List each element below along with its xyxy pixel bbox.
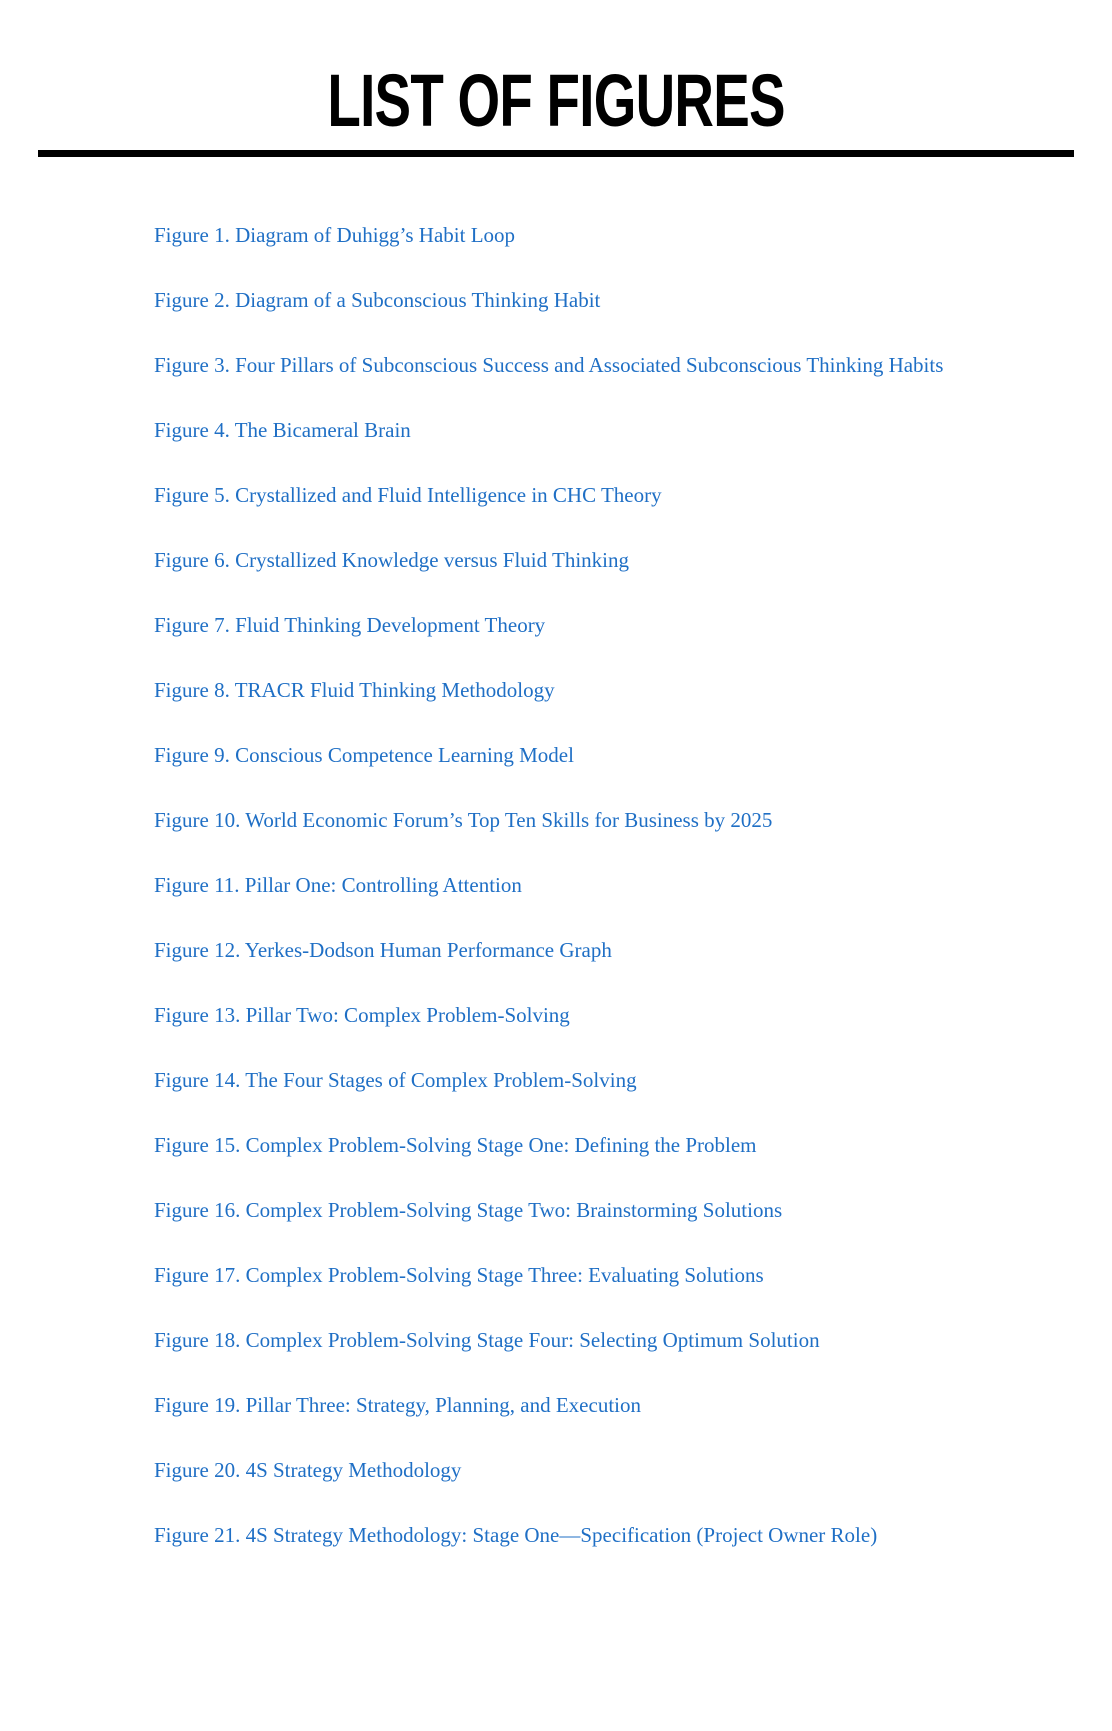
title-underline bbox=[38, 150, 1074, 157]
figure-link[interactable]: Figure 6. Crystallized Knowledge versus Fluid Thinking bbox=[154, 548, 629, 572]
figure-link[interactable]: Figure 1. Diagram of Duhigg’s Habit Loop bbox=[154, 223, 516, 247]
list-of-figures-page bbox=[0, 59, 1112, 1731]
figure-link[interactable]: Figure 4. The Bicameral Brain bbox=[154, 418, 411, 442]
figure-link[interactable]: Figure 13. Pillar Two: Complex Problem-Solving bbox=[154, 1003, 570, 1027]
figure-link[interactable]: Figure 21. 4S Strategy Methodology: Stage One—Specification (Project Owner Role) bbox=[154, 1523, 878, 1547]
figure-link[interactable]: Figure 8. TRACR Fluid Thinking Methodology bbox=[154, 678, 555, 702]
figure-link[interactable]: Figure 10. World Economic Forum’s Top Ten Skills for Business by 2025 bbox=[154, 808, 773, 832]
figure-link[interactable]: Figure 12. Yerkes-Dodson Human Performance Graph bbox=[154, 938, 612, 962]
figure-link[interactable]: Figure 5. Crystallized and Fluid Intelligence in CHC Theory bbox=[154, 483, 662, 507]
page-title bbox=[0, 59, 1112, 142]
page-title-text: LIST OF FIGURES bbox=[327, 59, 785, 142]
figure-link[interactable]: Figure 15. Complex Problem-Solving Stage One: Defining the Problem bbox=[154, 1133, 757, 1157]
figure-link[interactable]: Figure 19. Pillar Three: Strategy, Planning, and Execution bbox=[154, 1393, 641, 1417]
figure-link[interactable]: Figure 17. Complex Problem-Solving Stage Three: Evaluating Solutions bbox=[154, 1263, 764, 1287]
figure-link[interactable]: Figure 14. The Four Stages of Complex Problem-Solving bbox=[154, 1068, 637, 1092]
figure-link[interactable]: Figure 18. Complex Problem-Solving Stage Four: Selecting Optimum Solution bbox=[154, 1328, 820, 1352]
figure-link[interactable]: Figure 3. Four Pillars of Subconscious Success and Associated Subconscious Thinking Habits bbox=[154, 353, 944, 377]
figure-link[interactable]: Figure 2. Diagram of a Subconscious Thinking Habit bbox=[154, 288, 601, 312]
figure-link[interactable]: Figure 20. 4S Strategy Methodology bbox=[154, 1458, 462, 1482]
figure-link[interactable]: Figure 16. Complex Problem-Solving Stage Two: Brainstorming Solutions bbox=[154, 1198, 783, 1222]
figure-link[interactable]: Figure 9. Conscious Competence Learning Model bbox=[154, 743, 574, 767]
figures-list bbox=[154, 217, 1034, 1554]
figure-link[interactable]: Figure 11. Pillar One: Controlling Attention bbox=[154, 873, 522, 897]
figure-link[interactable]: Figure 7. Fluid Thinking Development Theory bbox=[154, 613, 546, 637]
